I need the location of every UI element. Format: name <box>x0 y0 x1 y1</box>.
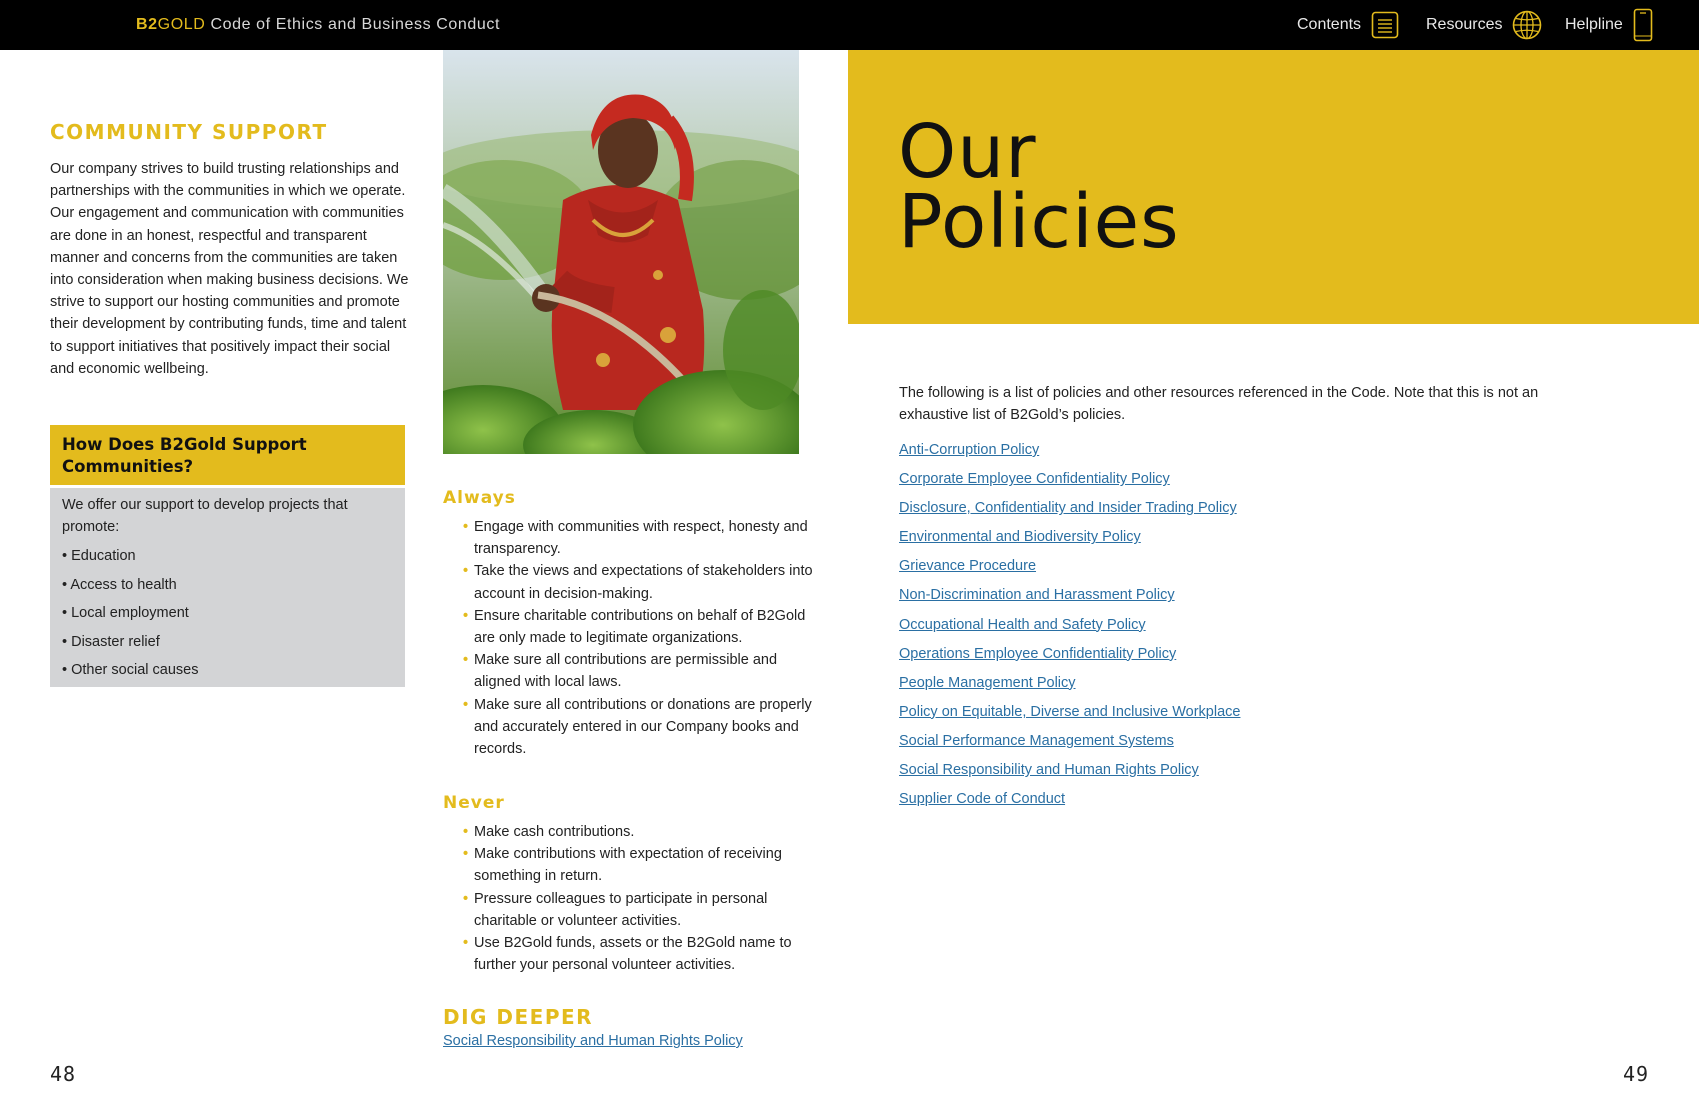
policy-link[interactable]: Disclosure, Confidentiality and Insider Trading Policy <box>899 500 1237 517</box>
list-item <box>899 701 1240 730</box>
callout-box <box>50 488 405 687</box>
list-item: • Pressure colleagues to participate in personal charitable or volunteer activities. <box>443 888 813 932</box>
policy-link[interactable]: Anti-Corruption Policy <box>899 442 1040 458</box>
policy-link[interactable]: Policy on Equitable, Diverse and Inclusive Workplace <box>899 703 1241 720</box>
list-item <box>899 497 1240 526</box>
list-item <box>899 555 1240 584</box>
policy-list <box>899 439 1240 817</box>
brand-b2: B2 <box>136 16 158 33</box>
dig-deeper-link[interactable]: Social Responsibility and Human Rights Policy <box>443 1033 743 1049</box>
helpline-nav-button[interactable] <box>1565 0 1653 50</box>
list-item <box>899 526 1240 555</box>
list-item <box>899 759 1240 788</box>
brand-gold: GOLD <box>157 16 206 33</box>
community-photo <box>443 50 799 454</box>
policy-link[interactable]: People Management Policy <box>899 674 1076 691</box>
page-number-left: 48 <box>50 1062 77 1086</box>
title-line-1: Our <box>898 109 1037 195</box>
helpline-label: Helpline <box>1565 16 1623 33</box>
policy-link[interactable]: Occupational Health and Safety Policy <box>899 616 1146 633</box>
resources-nav-button[interactable] <box>1426 0 1542 50</box>
phone-icon <box>1633 8 1653 42</box>
always-list <box>443 516 813 760</box>
page-title <box>898 109 1180 265</box>
policy-link[interactable]: Social Responsibility and Human Rights Policy <box>899 762 1199 779</box>
document-header-title <box>136 16 500 34</box>
list-item <box>899 614 1240 643</box>
policy-link[interactable]: Environmental and Biodiversity Policy <box>899 529 1141 546</box>
policy-link[interactable]: Grievance Procedure <box>899 558 1037 575</box>
list-item <box>899 788 1240 817</box>
list-item: • Make cash contributions. <box>443 821 813 843</box>
callout-box-title: How Does B2Gold Support Communities? <box>50 425 405 485</box>
list-item: • Ensure charitable contributions on behalf of B2Gold are only made to legitimate organizations. <box>443 605 813 649</box>
list-item: • Education <box>62 542 393 571</box>
list-item: • Access to health <box>62 571 393 600</box>
policy-link[interactable]: Operations Employee Confidentiality Policy <box>899 645 1177 662</box>
callout-intro: We offer our support to develop projects that promote: <box>62 497 348 535</box>
policy-link[interactable]: Social Performance Management Systems <box>899 732 1174 749</box>
list-item <box>899 672 1240 701</box>
never-heading: Never <box>443 793 505 813</box>
contents-nav-button[interactable] <box>1297 0 1399 50</box>
list-item <box>899 730 1240 759</box>
resources-label: Resources <box>1426 16 1503 33</box>
section-title: COMMUNITY SUPPORT <box>50 120 328 144</box>
list-item: • Disaster relief <box>62 628 393 657</box>
dig-deeper-heading: DIG DEEPER <box>443 1005 594 1029</box>
title-line-2: Policies <box>898 179 1180 265</box>
contents-list-icon <box>1371 11 1399 39</box>
list-item: • Make sure all contributions or donations are properly and accurately entered in our Company books and records. <box>443 694 813 761</box>
callout-list <box>62 542 393 685</box>
list-item: • Engage with communities with respect, honesty and transparency. <box>443 516 813 560</box>
list-item <box>899 439 1240 468</box>
policy-link[interactable]: Non-Discrimination and Harassment Policy <box>899 587 1175 604</box>
top-bar <box>0 0 1699 50</box>
doc-title: Code of Ethics and Business Conduct <box>210 16 501 33</box>
policy-link[interactable]: Supplier Code of Conduct <box>899 791 1066 808</box>
community-support-paragraph: Our company strives to build trusting relationships and partnerships with the communities in which we operate. Our engagement and communication with communities are done in an honest, respectful and transparent manner and concerns from the communities are taken into consideration when making business decisions. We strive to support our hosting communities and promote their development by contributing funds, time and talent to support initiatives that positively impact their social and economic wellbeing. <box>50 161 409 377</box>
list-item <box>899 468 1240 497</box>
list-item: • Take the views and expectations of stakeholders into account in decision-making. <box>443 560 813 604</box>
list-item <box>899 584 1240 613</box>
list-item: • Local employment <box>62 599 393 628</box>
list-item <box>899 643 1240 672</box>
policies-intro: The following is a list of policies and other resources referenced in the Code. Note that this is not an exhaustive list of B2Gold’s policies. <box>899 385 1539 423</box>
never-list <box>443 821 813 976</box>
list-item: • Other social causes <box>62 656 393 685</box>
contents-label: Contents <box>1297 16 1362 33</box>
list-item: • Use B2Gold funds, assets or the B2Gold name to further your personal volunteer activities. <box>443 932 813 976</box>
list-item: • Make contributions with expectation of receiving something in return. <box>443 843 813 887</box>
always-heading: Always <box>443 488 516 508</box>
globe-icon <box>1512 10 1542 40</box>
page-number-right: 49 <box>1623 1062 1650 1086</box>
list-item: • Make sure all contributions are permissible and aligned with local laws. <box>443 649 813 693</box>
policy-link[interactable]: Corporate Employee Confidentiality Policy <box>899 471 1170 488</box>
